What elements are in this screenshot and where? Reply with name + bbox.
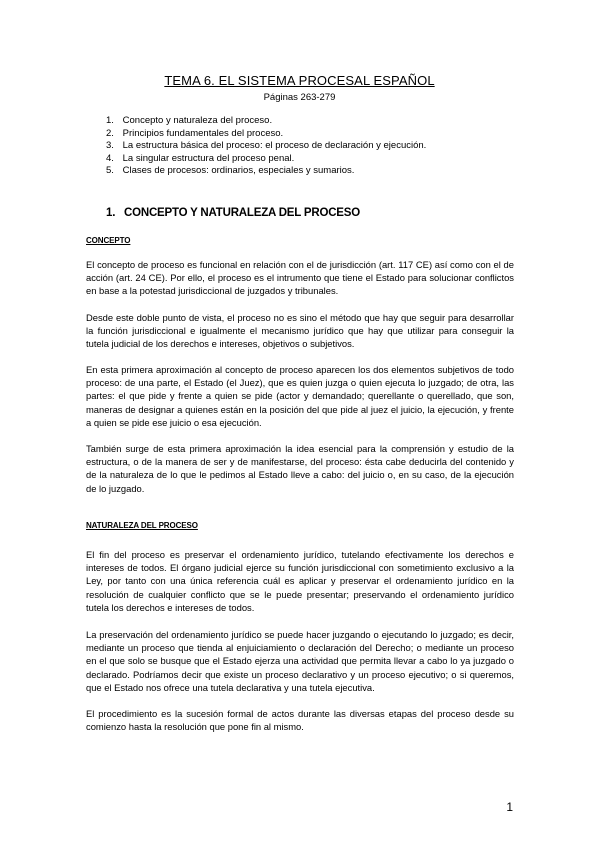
paragraph: La preservación del ordenamiento jurídico se puede hacer juzgando o ejecutando lo juzgado; es decir, mediante un proceso que tienda al enjuiciamiento o declaración del Derecho; o mediante un proceso en el que solo se busque que el Estado ejerza una actividad que permita llevar a cabo lo ya juzgado o declarado. Podríamos decir que existe un proceso declarativo y un proceso ejecutivo; o si queremos, que el Estado nos ofrece una tutela declarativa y una tutela ejecutiva. <box>86 629 514 693</box>
section-title: CONCEPTO Y NATURALEZA DEL PROCESO <box>124 207 360 219</box>
section-heading <box>106 207 360 219</box>
toc-item-text: Principios fundamentales del proceso. <box>122 127 284 139</box>
page-number: 1 <box>506 800 513 814</box>
toc-item-text: La singular estructura del proceso penal. <box>122 152 295 164</box>
paragraph: El fin del proceso es preservar el ordenamiento jurídico, tutelando efectivamente los derechos e intereses de todos. El órgano judicial ejerce su función jurisdiccional con sometimiento exclusivo a la Ley, por tanto con una única referencia cuál es aplicar y preservar el ordenamiento jurídico en la resolución de cualquier conflicto que se le puede presentar; preservando el ordenamiento jurídico tutela los derechos e intereses de todos. <box>86 549 514 613</box>
table-of-contents <box>106 115 426 178</box>
toc-item <box>106 165 426 178</box>
document-title: TEMA 6. EL SISTEMA PROCESAL ESPAÑOL <box>164 73 435 88</box>
toc-item-text: La estructura básica del proceso: el proceso de declaración y ejecución. <box>122 140 427 152</box>
paragraph: En esta primera aproximación al concepto de proceso aparecen los dos elementos subjetivos de todo proceso: de una parte, el Estado (el Juez), que es quien juzga o quien ejecuta lo juzgado; de otra, las partes: el que pide y frente a quien se pide (actor y demandado; querellante o querellado, que son, maneras de designar a quienes están en la posición del que pide al juez el juicio, la ejecución, y frente a quien se pide ese juicio o esa ejecución. <box>86 364 514 428</box>
pages-reference: Páginas 263-279 <box>263 92 336 103</box>
paragraph: Desde este doble punto de vista, el proceso no es sino el método que hay que seguir para desarrollar la función jurisdiccional e igualmente el mecanismo jurídico que hay que utilizar para conseguir la tutela judicial de los derechos e intereses, objetivos o subjetivos. <box>86 312 514 350</box>
section-number: 1. <box>106 207 116 219</box>
toc-item <box>106 140 426 153</box>
toc-item-number: 1. <box>106 115 114 126</box>
paragraph: El concepto de proceso es funcional en relación con el de jurisdicción (art. 117 CE) así como con el de acción (art. 24 CE). Por ello, el proceso es el intrumento que tiene el Estado para solucionar conflictos en base a la potestad jurisdiccional de juzgados y tribunales. <box>86 259 514 297</box>
subheading-concepto: CONCEPTO <box>86 236 131 245</box>
toc-item-number: 5. <box>106 165 114 177</box>
toc-item <box>106 115 426 128</box>
toc-item-number: 4. <box>106 152 114 164</box>
paragraph: El procedimiento es la sucesión formal de actos durante las diversas etapas del proceso desde su comienzo hasta la resolución que pone fin al mismo. <box>86 708 514 733</box>
toc-item <box>106 153 426 166</box>
toc-item-number: 2. <box>106 127 114 139</box>
toc-item-text: Clases de procesos: ordinarios, especiales y sumarios. <box>122 165 355 177</box>
paragraph: También surge de esta primera aproximación la idea esencial para la comprensión y estudio de la estructura, o de la manera de ser y de manifestarse, del proceso: ésta cabe deducirla del contenido y de la naturaleza de lo que le pedimos al Estado lleve a cabo: del juicio o, en su caso, de la ejecución de lo juzgado. <box>86 443 514 494</box>
toc-item-text: Concepto y naturaleza del proceso. <box>122 115 273 126</box>
subheading-naturaleza: NATURALEZA DEL PROCESO <box>86 521 198 530</box>
toc-item <box>106 128 426 141</box>
toc-item-number: 3. <box>106 140 114 152</box>
